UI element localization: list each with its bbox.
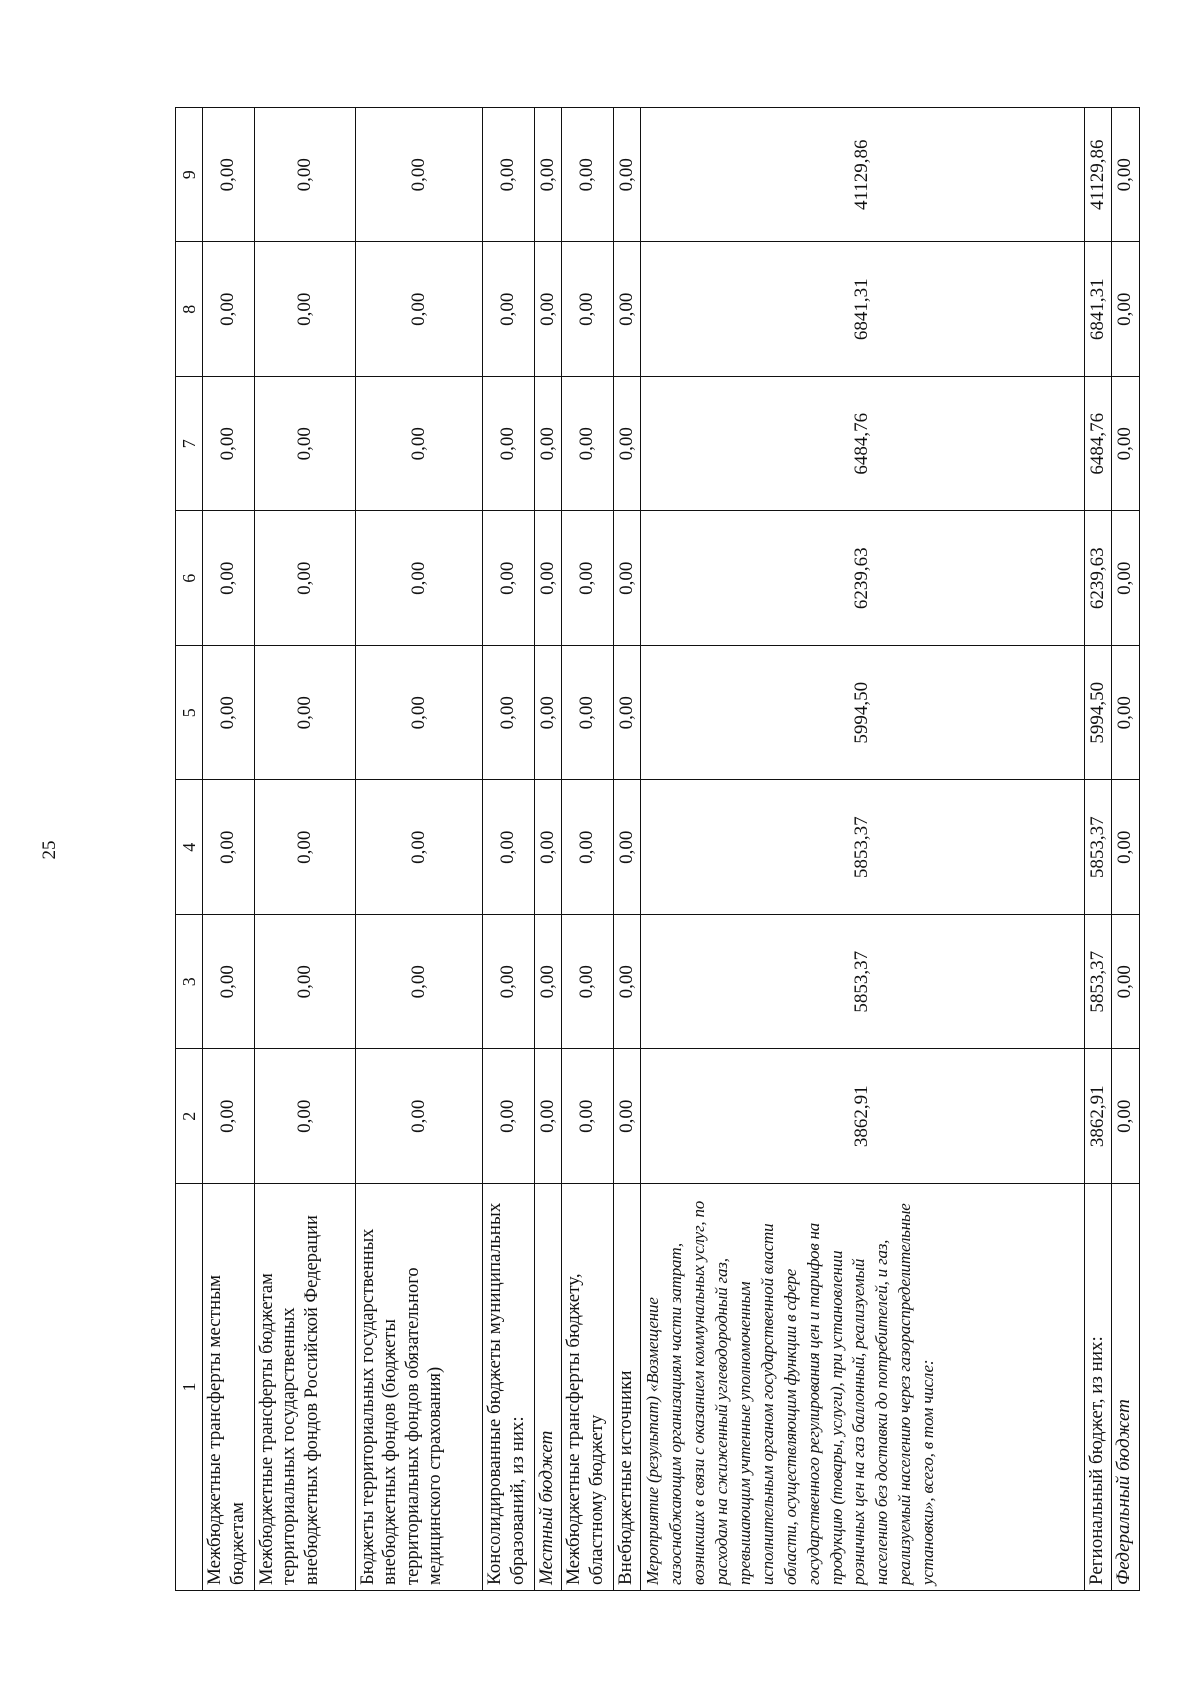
cell-value: 0,00	[1112, 1049, 1140, 1184]
table-row	[203, 108, 255, 1591]
cell-value: 0,00	[254, 377, 355, 512]
cell-value: 6484,76	[641, 377, 1085, 512]
cell-value: 41129,86	[1085, 108, 1112, 243]
table-row	[613, 108, 640, 1591]
column-header: 1	[176, 1184, 203, 1591]
table-row	[483, 108, 535, 1591]
column-header: 6	[176, 511, 203, 646]
cell-value: 0,00	[562, 780, 614, 915]
cell-value: 0,00	[534, 915, 561, 1050]
header-row	[176, 108, 203, 1591]
cell-value: 0,00	[483, 511, 535, 646]
cell-value: 6239,63	[1085, 511, 1112, 646]
cell-value: 0,00	[534, 1049, 561, 1184]
cell-value: 0,00	[562, 646, 614, 781]
cell-value: 0,00	[355, 915, 482, 1050]
cell-value: 0,00	[203, 1049, 255, 1184]
cell-value: 0,00	[355, 646, 482, 781]
row-label: Мероприятие (результат) «Возмещение газоснабжающим организациям части затрат, возникших в связи с оказанием коммунальных услуг, по расходам на сжиженный углеводородный газ, превышающим учтенные уполномоченным исполнительным органом государственной власти области, осуществляющим функции в сфере государственного регулирования цен и тарифов на продукцию (товары, услуги), при установлении розничных цен на газ баллонный, реализуемый населению без доставки до потребителей, и газ, реализуемый населению через газораспределительные установки», всего, в том числе:	[641, 1184, 1085, 1591]
cell-value: 0,00	[1112, 377, 1140, 512]
cell-value: 5853,37	[1085, 915, 1112, 1050]
cell-value: 0,00	[203, 915, 255, 1050]
cell-value: 0,00	[254, 108, 355, 243]
cell-value: 0,00	[534, 646, 561, 781]
column-header: 2	[176, 1049, 203, 1184]
column-header: 4	[176, 780, 203, 915]
cell-value: 0,00	[1112, 646, 1140, 781]
table-row	[641, 108, 1085, 1591]
row-label: Внебюджетные источники	[613, 1184, 640, 1591]
cell-value: 6841,31	[641, 242, 1085, 377]
cell-value: 0,00	[613, 646, 640, 781]
cell-value: 0,00	[534, 780, 561, 915]
row-label: Бюджеты территориальных государственных внебюджетных фондов (бюджеты территориальных фондов обязательного медицинского страхования)	[355, 1184, 482, 1591]
cell-value: 0,00	[562, 915, 614, 1050]
cell-value: 0,00	[1112, 108, 1140, 243]
cell-value: 0,00	[254, 1049, 355, 1184]
cell-value: 0,00	[203, 242, 255, 377]
cell-value: 0,00	[254, 915, 355, 1050]
cell-value: 5994,50	[1085, 646, 1112, 781]
cell-value: 5853,37	[641, 780, 1085, 915]
cell-value: 5994,50	[641, 646, 1085, 781]
cell-value: 0,00	[562, 242, 614, 377]
cell-value: 0,00	[534, 511, 561, 646]
cell-value: 0,00	[534, 108, 561, 243]
cell-value: 0,00	[534, 377, 561, 512]
cell-value: 0,00	[1112, 511, 1140, 646]
table-row	[355, 108, 482, 1591]
cell-value: 0,00	[562, 511, 614, 646]
cell-value: 0,00	[483, 377, 535, 512]
cell-value: 0,00	[613, 511, 640, 646]
cell-value: 0,00	[613, 780, 640, 915]
cell-value: 6484,76	[1085, 377, 1112, 512]
column-header: 9	[176, 108, 203, 243]
row-label: Межбюджетные трансферты бюджету, областному бюджету	[562, 1184, 614, 1591]
cell-value: 0,00	[254, 780, 355, 915]
cell-value: 6239,63	[641, 511, 1085, 646]
cell-value: 0,00	[254, 242, 355, 377]
budget-table	[175, 107, 1140, 1591]
cell-value: 0,00	[203, 511, 255, 646]
cell-value: 0,00	[203, 377, 255, 512]
cell-value: 0,00	[203, 108, 255, 243]
cell-value: 0,00	[355, 780, 482, 915]
cell-value: 0,00	[1112, 780, 1140, 915]
cell-value: 0,00	[203, 646, 255, 781]
cell-value: 0,00	[355, 377, 482, 512]
column-header: 3	[176, 915, 203, 1050]
cell-value: 0,00	[483, 780, 535, 915]
cell-value: 6841,31	[1085, 242, 1112, 377]
cell-value: 5853,37	[641, 915, 1085, 1050]
cell-value: 0,00	[562, 377, 614, 512]
cell-value: 0,00	[355, 1049, 482, 1184]
cell-value: 0,00	[203, 780, 255, 915]
cell-value: 0,00	[355, 108, 482, 243]
cell-value: 0,00	[613, 377, 640, 512]
column-header: 5	[176, 646, 203, 781]
budget-table-container	[175, 108, 1140, 1591]
cell-value: 0,00	[1112, 915, 1140, 1050]
cell-value: 0,00	[254, 646, 355, 781]
cell-value: 3862,91	[641, 1049, 1085, 1184]
cell-value: 0,00	[562, 1049, 614, 1184]
cell-value: 0,00	[355, 242, 482, 377]
cell-value: 5853,37	[1085, 780, 1112, 915]
table-row	[254, 108, 355, 1591]
column-header: 7	[176, 377, 203, 512]
cell-value: 0,00	[355, 511, 482, 646]
row-label: Местный бюджет	[534, 1184, 561, 1591]
cell-value: 0,00	[1112, 242, 1140, 377]
cell-value: 0,00	[483, 242, 535, 377]
column-header: 8	[176, 242, 203, 377]
cell-value: 0,00	[483, 108, 535, 243]
cell-value: 0,00	[613, 1049, 640, 1184]
cell-value: 0,00	[254, 511, 355, 646]
row-label: Межбюджетные трансферты бюджетам территориальных государственных внебюджетных фондов Российской Федерации	[254, 1184, 355, 1591]
cell-value: 3862,91	[1085, 1049, 1112, 1184]
cell-value: 0,00	[483, 915, 535, 1050]
cell-value: 41129,86	[641, 108, 1085, 243]
table-row	[1085, 108, 1112, 1591]
cell-value: 0,00	[562, 108, 614, 243]
cell-value: 0,00	[483, 646, 535, 781]
cell-value: 0,00	[613, 915, 640, 1050]
row-label: Межбюджетные трансферты местным бюджетам	[203, 1184, 255, 1591]
row-label: Региональный бюджет, из них:	[1085, 1184, 1112, 1591]
page-number: 25	[39, 840, 60, 860]
cell-value: 0,00	[613, 242, 640, 377]
table-row	[562, 108, 614, 1591]
table-row	[1112, 108, 1140, 1591]
row-label: Консолидированные бюджеты муниципальных образований, из них:	[483, 1184, 535, 1591]
row-label: Федеральный бюджет	[1112, 1184, 1140, 1591]
cell-value: 0,00	[613, 108, 640, 243]
cell-value: 0,00	[483, 1049, 535, 1184]
table-row	[534, 108, 561, 1591]
cell-value: 0,00	[534, 242, 561, 377]
